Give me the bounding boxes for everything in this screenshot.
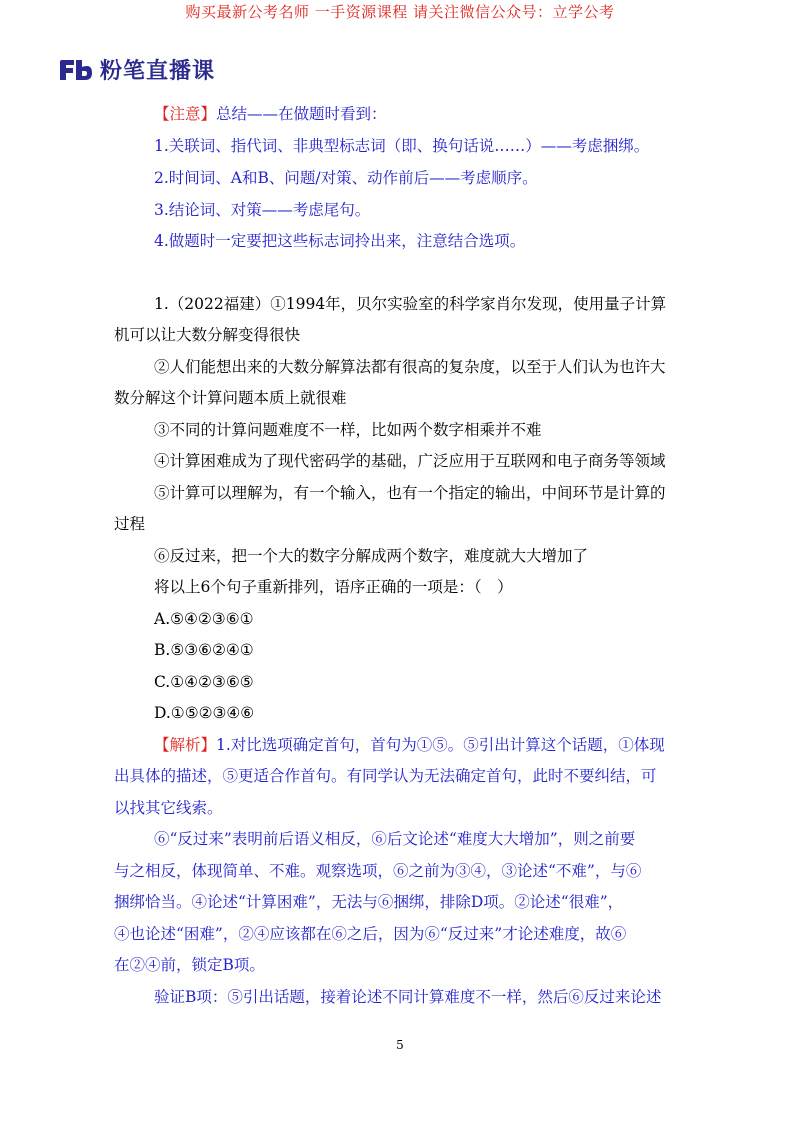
question-line: ②人们能想出来的大数分解算法都有很高的复杂度，以至于人们认为也许大 (154, 358, 666, 376)
analysis-line: ④也论述“困难”，②④应该都在⑥之后，因为⑥“反过来”才论述难度，故⑥ (114, 925, 627, 943)
analysis-line: 捆绑恰当。④论述“计算困难”，无法与⑥捆绑，排除D项。②论述“很难”， (114, 893, 624, 911)
top-banner: 购买最新公考名师 一手资源课程 请关注微信公众号：立学公考 (185, 3, 615, 21)
analysis-line: 1.对比选项确定首句，首句为①⑤。⑤引出计算这个话题，①体现 (216, 736, 665, 754)
question-line: ③不同的计算问题难度不一样，比如两个数字相乘并不难 (154, 421, 542, 439)
brand-logo (58, 54, 215, 85)
analysis-line: 验证B项：⑤引出话题，接着论述不同计算难度不一样，然后⑥反过来论述 (154, 988, 662, 1006)
logo-text: 粉笔直播课 (100, 59, 216, 84)
option-d: D.①⑤②③④⑥ (154, 704, 255, 722)
question-line: ⑤计算可以理解为，有一个输入，也有一个指定的输出，中间环节是计算的 (154, 484, 666, 502)
question-line: ④计算困难成为了现代密码学的基础，广泛应用于互联网和电子商务等领域 (154, 452, 666, 470)
analysis-tag: 【解析】 (154, 736, 217, 754)
analysis-line: 以找其它线索。 (114, 799, 223, 817)
option-a: A.⑤④②③⑥① (154, 610, 254, 628)
analysis-line: 出具体的描述，⑤更适合作首句。有同学认为无法确定首句，此时不要纠结，可 (114, 767, 657, 785)
question-line: 数分解这个计算问题本质上就很难 (114, 389, 347, 407)
question-line: 机可以让大数分解变得很快 (114, 326, 301, 344)
analysis-line: 在②④前，锁定B项。 (114, 956, 265, 974)
question-line: 1.（2022福建）①1994年，贝尔实验室的科学家肖尔发现，使用量子计算 (154, 295, 667, 313)
note-item: 4.做题时一定要把这些标志词拎出来，注意结合选项。 (154, 232, 526, 250)
analysis-line: ⑥“反过来”表明前后语义相反，⑥后文论述“难度大大增加”，则之前要 (154, 830, 636, 848)
option-b: B.⑤③⑥②④① (154, 641, 254, 659)
note-intro: 总结——在做题时看到： (216, 105, 387, 123)
option-c: C.①④②③⑥⑤ (154, 673, 254, 691)
question-line: ⑥反过来，把一个大的数字分解成两个数字，难度就大大增加了 (154, 547, 589, 565)
question-prompt: 将以上6个句子重新排列，语序正确的一项是：（ ） (154, 578, 513, 596)
note-heading (154, 104, 387, 124)
analysis-line: 与之相反，体现简单、不难。观察选项，⑥之前为③④，③论述“不难”，与⑥ (114, 862, 642, 880)
note-item: 2.时间词、A和B、问题/对策、动作前后——考虑顺序。 (154, 169, 538, 187)
question-line: 过程 (114, 515, 146, 533)
analysis-heading (154, 735, 665, 755)
page-number: 5 (396, 1038, 404, 1052)
note-tag: 【注意】 (154, 105, 217, 123)
note-item: 3.结论词、对策——考虑尾句。 (154, 201, 371, 219)
note-item: 1.关联词、指代词、非典型标志词（即、换句话说……）——考虑捆绑。 (154, 137, 650, 155)
fb-logo-icon (58, 58, 94, 82)
